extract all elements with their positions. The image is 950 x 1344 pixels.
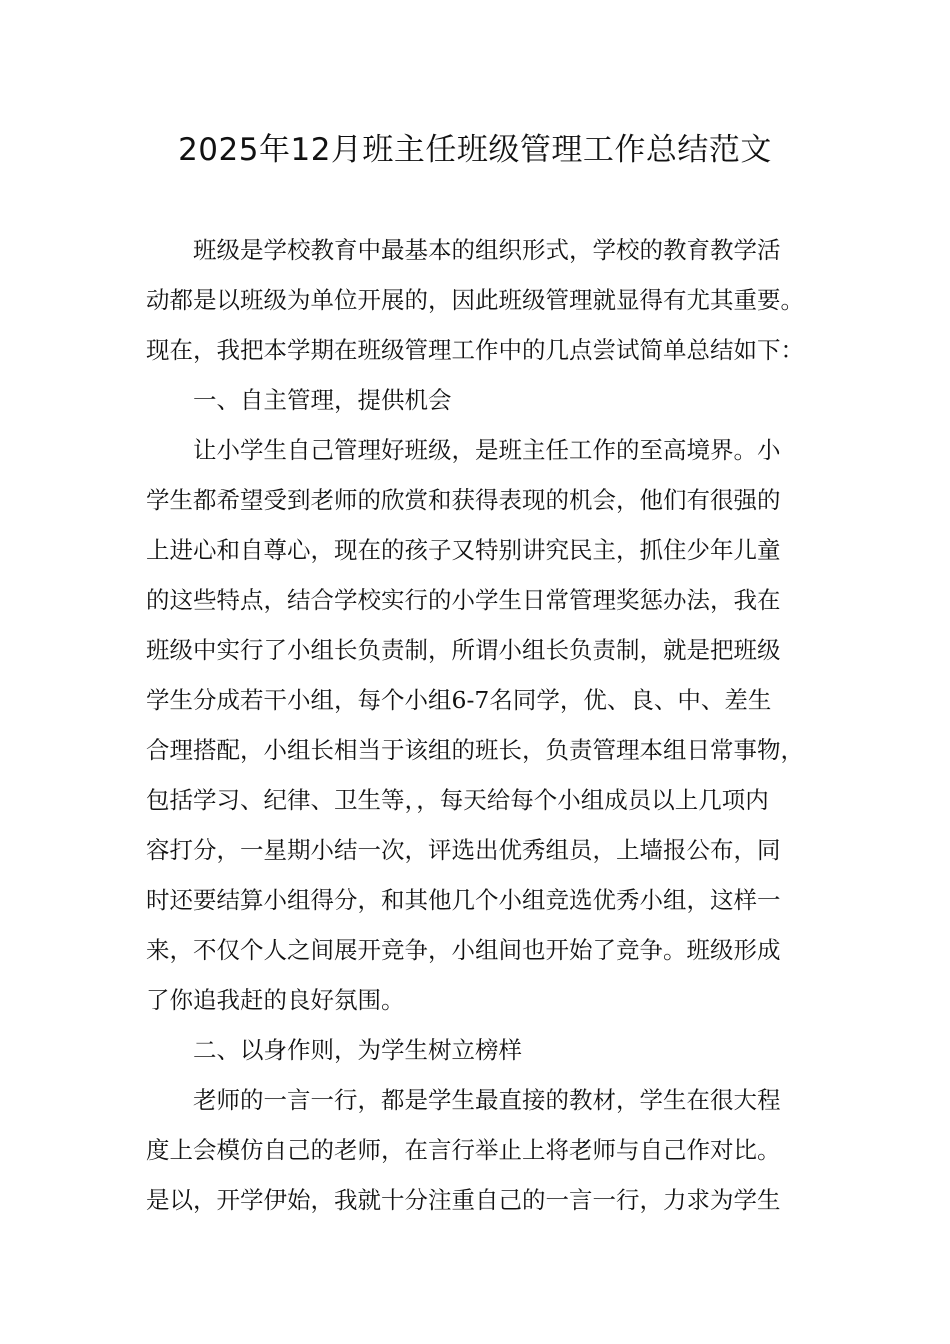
paragraph-line: 包括学习、纪律、卫生等，，每天给每个小组成员以上几项内 xyxy=(146,786,769,814)
paragraph-line: 班级中实行了小组长负责制，所谓小组长负责制，就是把班级 xyxy=(146,636,781,664)
paragraph-line: 老师的一言一行，都是学生最直接的教材，学生在很大程 xyxy=(193,1086,781,1114)
paragraph-line: 学生都希望受到老师的欣赏和获得表现的机会，他们有很强的 xyxy=(146,486,781,514)
document-title: 2025年12月班主任班级管理工作总结范文 xyxy=(178,132,772,168)
paragraph-line: 容打分，一星期小结一次，评选出优秀组员，上墙报公布，同 xyxy=(146,836,781,864)
paragraph-line: 是以，开学伊始，我就十分注重自己的一言一行，力求为学生 xyxy=(146,1186,781,1214)
paragraph-line: 来，不仅个人之间展开竞争，小组间也开始了竞争。班级形成 xyxy=(146,936,781,964)
paragraph-line: 动都是以班级为单位开展的，因此班级管理就显得有尤其重要。 xyxy=(146,286,804,314)
paragraph-line: 上进心和自尊心，现在的孩子又特别讲究民主，抓住少年儿童 xyxy=(146,536,781,564)
paragraph-line: 班级是学校教育中最基本的组织形式，学校的教育教学活 xyxy=(193,236,781,264)
paragraph-line: 让小学生自己管理好班级，是班主任工作的至高境界。小 xyxy=(193,436,781,464)
paragraph-line: 的这些特点，结合学校实行的小学生日常管理奖惩办法，我在 xyxy=(146,586,781,614)
paragraph-line: 度上会模仿自己的老师，在言行举止上将老师与自己作对比。 xyxy=(146,1136,781,1164)
paragraph-line: 学生分成若干小组，每个小组6-7名同学，优、良、中、差生 xyxy=(146,686,772,714)
paragraph-line: 合理搭配，小组长相当于该组的班长，负责管理本组日常事物， xyxy=(146,736,804,764)
paragraph-line: 了你追我赶的良好氛围。 xyxy=(146,986,405,1014)
paragraph-line: 时还要结算小组得分，和其他几个小组竞选优秀小组，这样一 xyxy=(146,886,781,914)
section-heading: 一、自主管理，提供机会 xyxy=(193,386,452,414)
section-heading: 二、以身作则，为学生树立榜样 xyxy=(193,1036,522,1064)
paragraph-line: 现在，我把本学期在班级管理工作中的几点尝试简单总结如下： xyxy=(146,336,804,364)
